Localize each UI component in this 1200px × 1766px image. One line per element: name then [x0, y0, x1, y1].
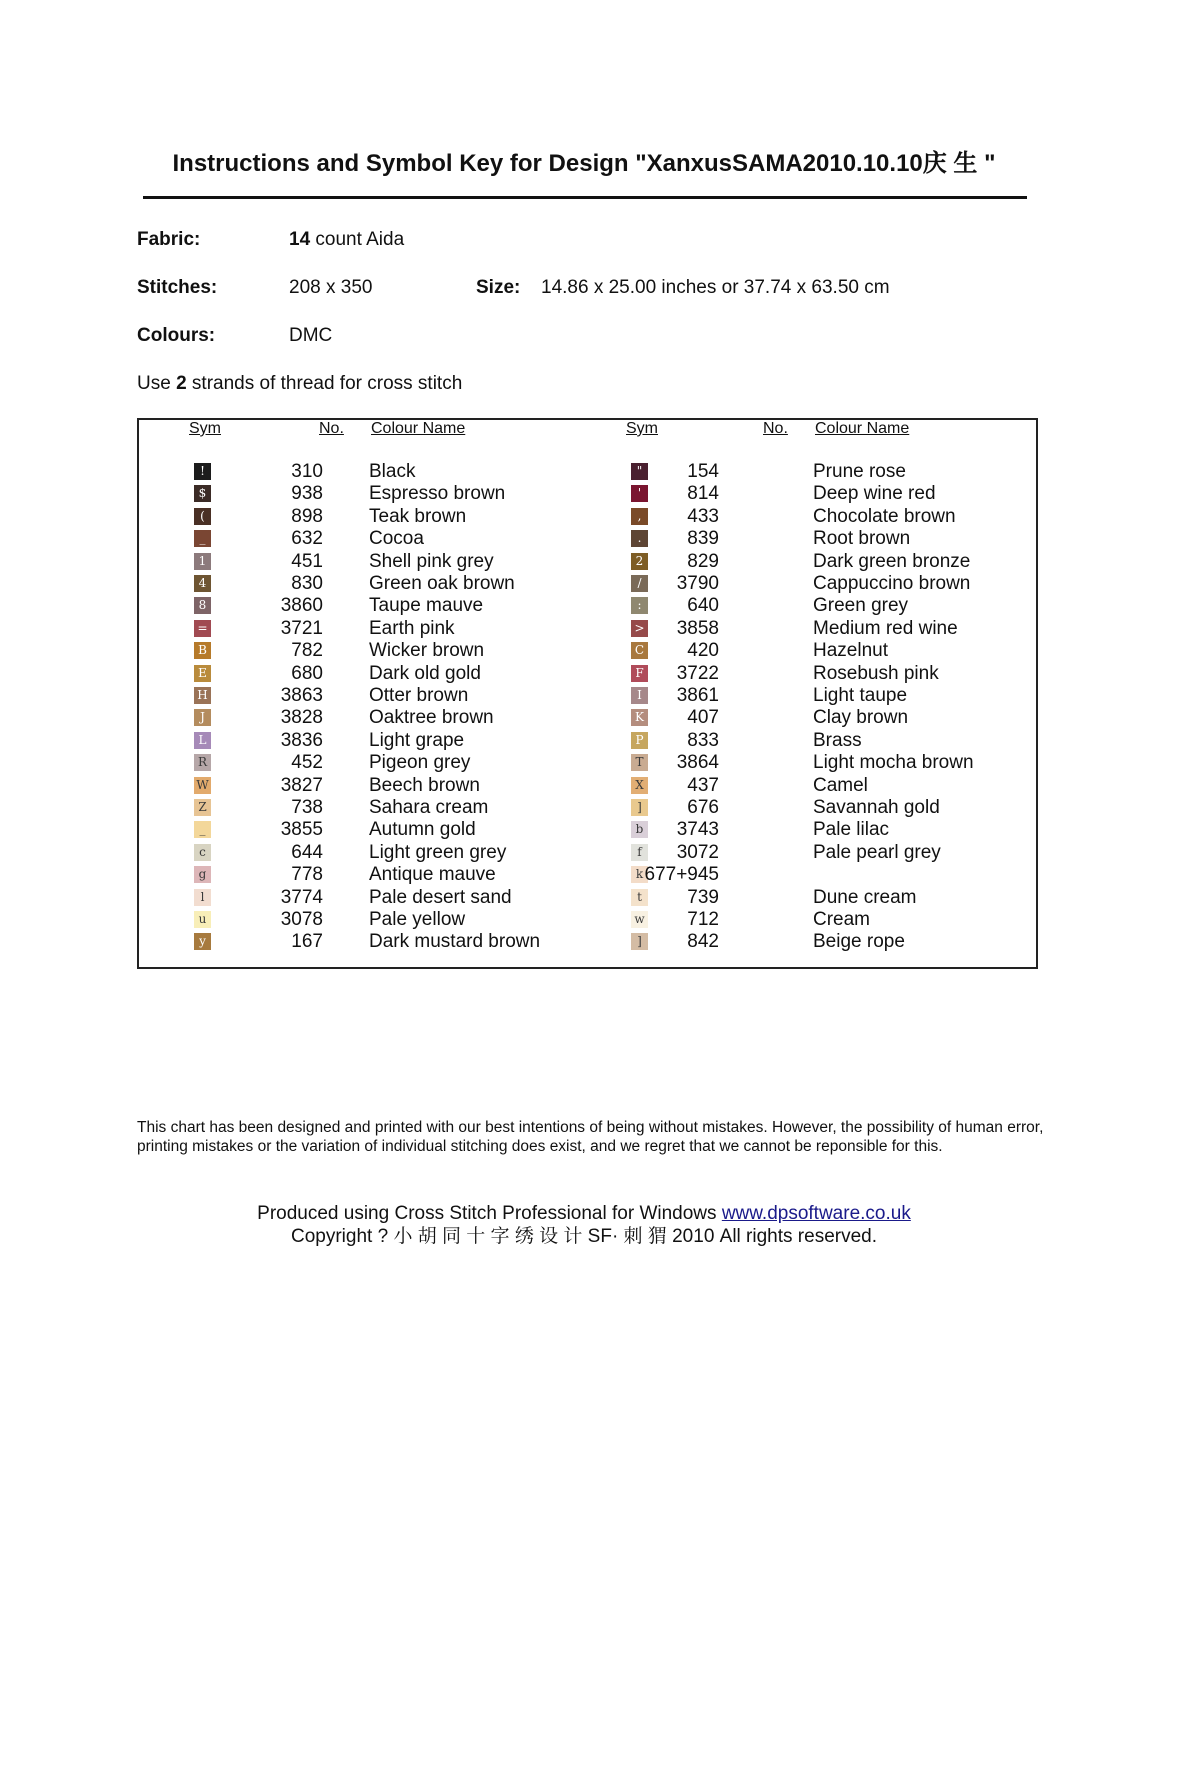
- colour-name: Pale yellow: [369, 909, 466, 930]
- symbol-swatch: I: [631, 687, 648, 704]
- page-title: Instructions and Symbol Key for Design "XanxusSAMA2010.10.10庆 生 ": [172, 150, 996, 177]
- colour-name: Chocolate brown: [813, 505, 956, 527]
- key-row-right: [139, 864, 1036, 886]
- colour-number: 3722: [676, 662, 719, 684]
- colour-name: Espresso brown: [369, 483, 506, 505]
- symbol-swatch: R: [194, 754, 211, 771]
- header-sym-right: Sym: [626, 420, 658, 437]
- symbol-swatch: E: [194, 665, 211, 682]
- size-value: 14.86 x 25.00 inches or 37.74 x 63.50 cm: [541, 277, 890, 298]
- symbol-swatch: J: [194, 709, 211, 726]
- colour-name: Clay brown: [813, 707, 909, 729]
- colour-name: Wicker brown: [369, 640, 485, 662]
- strands-instruction: [137, 373, 462, 395]
- colour-number: 310: [291, 461, 323, 482]
- colour-name: Pigeon grey: [369, 752, 471, 774]
- symbol-swatch: y: [194, 933, 211, 950]
- symbol-swatch: 8: [194, 597, 211, 614]
- symbol-swatch: 2: [631, 553, 648, 570]
- key-row-right: [139, 887, 1036, 909]
- strands-prefix: Use: [137, 373, 177, 394]
- colour-name: Beech brown: [369, 774, 480, 796]
- footer: [0, 1202, 1168, 1248]
- symbol-swatch: 4: [194, 575, 211, 592]
- disclaimer-text: This chart has been designed and printed with our best intentions of being without mistakes. However, the possibility of human error, printing mistakes or the variation of individual stitching does exist, and we regret that we cannot be reponsible for this.: [137, 1119, 1044, 1155]
- title-divider: [143, 196, 1027, 199]
- colour-name: Autumn gold: [369, 819, 476, 841]
- symbol-swatch: T: [631, 754, 648, 771]
- colour-number: 938: [291, 483, 323, 505]
- key-row-right: [139, 819, 1036, 841]
- colour-number: 451: [291, 550, 323, 572]
- colour-number: 3827: [280, 774, 323, 796]
- symbol-swatch: C: [631, 642, 648, 659]
- colour-name: Root brown: [813, 528, 911, 550]
- symbol-swatch: P: [631, 732, 648, 749]
- symbol-swatch: :: [631, 597, 648, 614]
- colour-number: 739: [687, 886, 719, 908]
- key-row-right: [139, 573, 1036, 595]
- colour-number: 676: [687, 797, 719, 818]
- colour-name: Light mocha brown: [813, 752, 974, 774]
- symbol-swatch: ": [631, 463, 648, 480]
- colour-name: Sahara cream: [369, 797, 489, 818]
- header-sym-left: Sym: [189, 420, 221, 437]
- colour-number: 738: [291, 797, 323, 818]
- header-no-right: No.: [763, 420, 788, 437]
- colour-number: 680: [291, 662, 323, 684]
- colour-name: Green oak brown: [369, 573, 515, 594]
- produced-text: Produced using Cross Stitch Professional for Windows: [257, 1203, 722, 1224]
- key-row-right: [139, 461, 1036, 483]
- fabric-value: [289, 229, 404, 251]
- colour-number: 833: [687, 729, 719, 751]
- symbol-swatch: 1: [194, 553, 211, 570]
- colour-number: 3072: [676, 841, 719, 863]
- key-row-right: [139, 595, 1036, 617]
- fabric-type: count Aida: [310, 229, 405, 250]
- colour-number: 829: [687, 550, 719, 572]
- colour-number: 3855: [280, 819, 323, 841]
- colour-name: Light grape: [369, 729, 465, 751]
- symbol-swatch: g: [194, 866, 211, 883]
- colour-number: 839: [687, 528, 719, 550]
- colour-name: Earth pink: [369, 617, 455, 639]
- colour-name: Savannah gold: [813, 797, 940, 818]
- colour-number: 830: [291, 573, 323, 594]
- colour-number: 778: [291, 864, 323, 886]
- symbol-swatch: u: [194, 911, 211, 928]
- colour-name: Black: [369, 461, 416, 482]
- key-row-right: [139, 618, 1036, 640]
- colour-number: 452: [291, 752, 323, 774]
- key-row-right: [139, 730, 1036, 752]
- colour-name: Dark green bronze: [813, 550, 971, 572]
- symbol-swatch: _: [194, 530, 211, 547]
- colour-name: Light taupe: [813, 685, 908, 706]
- copyright-line: Copyright ? 小 胡 同 十 字 绣 设 计 SF· 刺 猬 2010 All rights reserved.: [291, 1226, 877, 1247]
- colour-name: Taupe mauve: [369, 595, 484, 617]
- header-name-left: Colour Name: [371, 420, 466, 437]
- colour-name: Deep wine red: [813, 483, 936, 505]
- key-row-right: [139, 663, 1036, 685]
- key-row-right: [139, 528, 1036, 550]
- colour-number: 3858: [676, 617, 719, 639]
- colour-name: Shell pink grey: [369, 550, 494, 572]
- colour-name: Oaktree brown: [369, 707, 494, 729]
- symbol-swatch: B: [194, 642, 211, 659]
- colour-number: 3828: [280, 707, 323, 729]
- symbol-swatch: F: [631, 665, 648, 682]
- symbol-swatch: ,: [631, 508, 648, 525]
- colour-name: Light green grey: [369, 841, 507, 863]
- symbol-swatch: >: [631, 620, 648, 637]
- symbol-swatch: ': [631, 485, 648, 502]
- colour-number: 3743: [676, 819, 719, 841]
- symbol-swatch: H: [194, 687, 211, 704]
- colour-number: 3721: [280, 617, 323, 639]
- colour-name: Beige rope: [813, 931, 905, 953]
- symbol-swatch: f: [631, 844, 648, 861]
- symbol-swatch: t: [631, 889, 648, 906]
- key-row-right: [139, 775, 1036, 797]
- symbol-swatch: L: [194, 732, 211, 749]
- key-row-right: [139, 931, 1036, 953]
- colour-number: 644: [291, 841, 323, 863]
- key-row-right: [139, 640, 1036, 662]
- colour-number: 842: [687, 931, 719, 953]
- symbol-swatch: X: [631, 777, 648, 794]
- strands-count: 2: [176, 373, 187, 394]
- colour-number: 433: [687, 505, 719, 527]
- fabric-count: 14: [289, 229, 311, 250]
- colour-name: Otter brown: [369, 685, 469, 706]
- colour-name: Prune rose: [813, 461, 906, 482]
- colour-name: Medium red wine: [813, 617, 958, 639]
- colour-name: Cocoa: [369, 528, 424, 550]
- colour-number: 3774: [280, 886, 323, 908]
- symbol-swatch: =: [194, 620, 211, 637]
- colour-name: Dune cream: [813, 886, 917, 908]
- colour-name: Teak brown: [369, 505, 467, 527]
- symbol-swatch: !: [194, 463, 211, 480]
- colour-number: 632: [291, 528, 323, 550]
- symbol-swatch: w: [631, 911, 648, 928]
- key-row-right: [139, 483, 1036, 505]
- symbol-key-table: [137, 418, 1038, 969]
- colour-number: 782: [291, 640, 323, 662]
- symbol-swatch: W: [194, 777, 211, 794]
- symbol-swatch: Z: [194, 799, 211, 816]
- colours-value: DMC: [289, 325, 333, 346]
- colour-number: 420: [687, 640, 719, 662]
- key-row-right: [139, 551, 1036, 573]
- colour-number: 167: [291, 931, 323, 953]
- colour-name: Antique mauve: [369, 864, 496, 886]
- colour-number: 3863: [280, 685, 323, 706]
- fabric-label: Fabric:: [137, 229, 201, 250]
- colour-number: 437: [687, 774, 719, 796]
- key-row-right: [139, 506, 1036, 528]
- symbol-swatch: (: [194, 508, 211, 525]
- symbol-swatch: .: [631, 530, 648, 547]
- symbol-swatch: K: [631, 709, 648, 726]
- colour-name: Green grey: [813, 595, 909, 617]
- strands-suffix: strands of thread for cross stitch: [186, 373, 463, 394]
- key-row-right: [139, 685, 1036, 707]
- symbol-swatch: b: [631, 821, 648, 838]
- symbol-swatch: c: [194, 844, 211, 861]
- key-row-right: [139, 707, 1036, 729]
- colour-name: Pale pearl grey: [813, 841, 941, 863]
- colour-name: Pale lilac: [813, 819, 890, 841]
- colour-number: 898: [291, 505, 323, 527]
- stitches-value: 208 x 350: [289, 277, 373, 298]
- header-no-left: No.: [319, 420, 344, 437]
- colour-name: Dark mustard brown: [369, 931, 541, 953]
- colour-number: 712: [687, 909, 719, 930]
- symbol-swatch: /: [631, 575, 648, 592]
- header-name-right: Colour Name: [815, 420, 910, 437]
- colour-name: Dark old gold: [369, 662, 481, 684]
- dpsoftware-link[interactable]: www.dpsoftware.co.uk: [721, 1203, 911, 1224]
- colour-number: 3860: [280, 595, 323, 617]
- colour-number: 3078: [280, 909, 323, 930]
- colour-name: Pale desert sand: [369, 886, 512, 908]
- symbol-swatch: ]: [631, 933, 648, 950]
- key-row-right: [139, 842, 1036, 864]
- size-label: Size:: [476, 277, 521, 298]
- colour-number: 3864: [676, 752, 719, 774]
- key-row-right: [139, 797, 1036, 819]
- colour-number: 3790: [676, 573, 719, 594]
- colour-number: 640: [687, 595, 719, 617]
- colour-number: 814: [687, 483, 719, 505]
- produced-line: [0, 1202, 1168, 1225]
- colours-label: Colours:: [137, 325, 216, 346]
- colour-name: Hazelnut: [813, 640, 888, 662]
- colour-number: 3836: [280, 729, 323, 751]
- symbol-swatch: ]: [631, 799, 648, 816]
- stitches-label: Stitches:: [137, 277, 218, 298]
- colour-name: Brass: [813, 729, 862, 751]
- colour-name: Camel: [813, 774, 868, 796]
- colour-number: 3861: [676, 685, 719, 706]
- key-row-right: [139, 752, 1036, 774]
- colour-number: 407: [687, 707, 719, 729]
- key-row-right: [139, 909, 1036, 931]
- colour-number: 677+945: [644, 864, 719, 886]
- colour-number: 154: [687, 461, 719, 482]
- colour-name: Rosebush pink: [813, 662, 939, 684]
- symbol-swatch: $: [194, 485, 211, 502]
- symbol-swatch: _: [194, 821, 211, 838]
- symbol-swatch: l: [194, 889, 211, 906]
- symbol-swatch: k: [631, 866, 648, 883]
- colour-name: Cream: [813, 909, 871, 930]
- colour-name: Cappuccino brown: [813, 573, 971, 594]
